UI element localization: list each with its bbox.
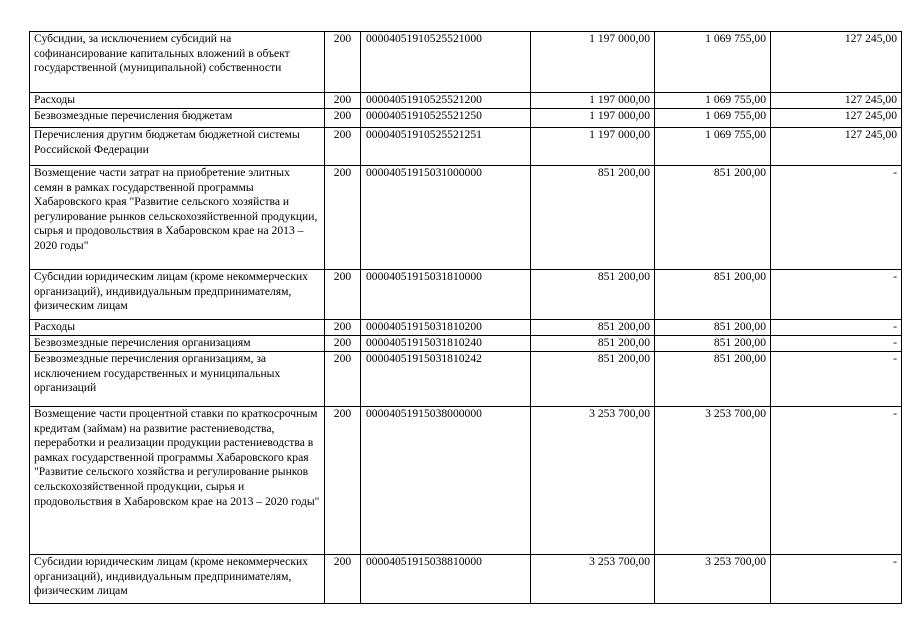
row-code: 200 [325, 93, 361, 109]
row-approved-amount: 851 200,00 [531, 166, 655, 270]
row-code: 200 [325, 407, 361, 555]
row-executed-amount: 851 200,00 [655, 320, 771, 336]
row-code: 200 [325, 32, 361, 93]
row-executed-amount: 3 253 700,00 [655, 407, 771, 555]
row-classification-code: 00004051915031810000 [361, 270, 531, 320]
table-row [30, 32, 902, 93]
row-name: Расходы [30, 93, 325, 109]
row-approved-amount: 1 197 000,00 [531, 128, 655, 166]
row-name: Безвозмездные перечисления организациям [30, 336, 325, 352]
row-approved-amount: 3 253 700,00 [531, 407, 655, 555]
row-classification-code: 00004051915031810242 [361, 352, 531, 407]
row-classification-code: 00004051915031810200 [361, 320, 531, 336]
row-code: 200 [325, 270, 361, 320]
row-classification-code: 00004051915038810000 [361, 555, 531, 604]
row-executed-amount: 1 069 755,00 [655, 128, 771, 166]
row-remaining-amount: 127 245,00 [771, 32, 902, 93]
row-executed-amount: 851 200,00 [655, 270, 771, 320]
row-code: 200 [325, 166, 361, 270]
table-row [30, 352, 902, 407]
row-classification-code: 00004051910525521000 [361, 32, 531, 93]
row-name: Субсидии, за исключением субсидий на софинансирование капитальных вложений в объект государственной (муниципальной) собственности [30, 32, 325, 93]
table-row [30, 128, 902, 166]
row-classification-code: 00004051910525521200 [361, 93, 531, 109]
row-executed-amount: 1 069 755,00 [655, 32, 771, 93]
row-code: 200 [325, 109, 361, 128]
row-executed-amount: 1 069 755,00 [655, 93, 771, 109]
row-classification-code: 00004051910525521251 [361, 128, 531, 166]
table-row [30, 93, 902, 109]
row-code: 200 [325, 320, 361, 336]
row-classification-code: 00004051915031810240 [361, 336, 531, 352]
row-remaining-amount: - [771, 166, 902, 270]
row-remaining-amount: - [771, 352, 902, 407]
table-row [30, 407, 902, 555]
row-code: 200 [325, 555, 361, 604]
table-row [30, 166, 902, 270]
row-code: 200 [325, 336, 361, 352]
row-executed-amount: 851 200,00 [655, 166, 771, 270]
row-name: Расходы [30, 320, 325, 336]
table-row [30, 270, 902, 320]
row-name: Субсидии юридическим лицам (кроме некоммерческих организаций), индивидуальным предпринимателям, физическим лицам [30, 270, 325, 320]
row-executed-amount: 1 069 755,00 [655, 109, 771, 128]
row-classification-code: 00004051915038000000 [361, 407, 531, 555]
row-name: Возмещение части процентной ставки по краткосрочным кредитам (займам) на развитие растениеводства, переработки и реализации продукции растениеводства в рамках государственной программы Хабаровского края "Развитие сельского хозяйства и регулирование рынков сельскохозяйственной продукции, сырья и продовольствия в Хабаровском крае на 2013 – 2020 годы" [30, 407, 325, 555]
row-code: 200 [325, 352, 361, 407]
row-approved-amount: 1 197 000,00 [531, 93, 655, 109]
row-remaining-amount: - [771, 336, 902, 352]
table-row [30, 555, 902, 604]
row-name: Безвозмездные перечисления бюджетам [30, 109, 325, 128]
row-name: Возмещение части затрат на приобретение элитных семян в рамках государственной программы Хабаровского края "Развитие сельского хозяйства и регулирование рынков сельскохозяйственной продукции, сырья и продовольствия в Хабаровском крае на 2013 – 2020 годы" [30, 166, 325, 270]
table-row [30, 336, 902, 352]
table-row [30, 109, 902, 128]
row-executed-amount: 851 200,00 [655, 336, 771, 352]
row-classification-code: 00004051915031000000 [361, 166, 531, 270]
row-remaining-amount: 127 245,00 [771, 93, 902, 109]
row-approved-amount: 851 200,00 [531, 270, 655, 320]
row-classification-code: 00004051910525521250 [361, 109, 531, 128]
row-name: Субсидии юридическим лицам (кроме некоммерческих организаций), индивидуальным предпринимателям, физическим лицам [30, 555, 325, 604]
row-approved-amount: 851 200,00 [531, 320, 655, 336]
table-row [30, 320, 902, 336]
row-approved-amount: 851 200,00 [531, 352, 655, 407]
row-approved-amount: 1 197 000,00 [531, 32, 655, 93]
row-executed-amount: 851 200,00 [655, 352, 771, 407]
row-name: Перечисления другим бюджетам бюджетной системы Российской Федерации [30, 128, 325, 166]
row-remaining-amount: - [771, 555, 902, 604]
row-code: 200 [325, 128, 361, 166]
table-body [30, 32, 902, 604]
row-approved-amount: 3 253 700,00 [531, 555, 655, 604]
row-remaining-amount: - [771, 407, 902, 555]
row-remaining-amount: - [771, 270, 902, 320]
row-remaining-amount: 127 245,00 [771, 128, 902, 166]
budget-execution-table [29, 31, 902, 604]
row-name: Безвозмездные перечисления организациям, за исключением государственных и муниципальных организаций [30, 352, 325, 407]
row-remaining-amount: 127 245,00 [771, 109, 902, 128]
row-remaining-amount: - [771, 320, 902, 336]
row-executed-amount: 3 253 700,00 [655, 555, 771, 604]
row-approved-amount: 851 200,00 [531, 336, 655, 352]
row-approved-amount: 1 197 000,00 [531, 109, 655, 128]
